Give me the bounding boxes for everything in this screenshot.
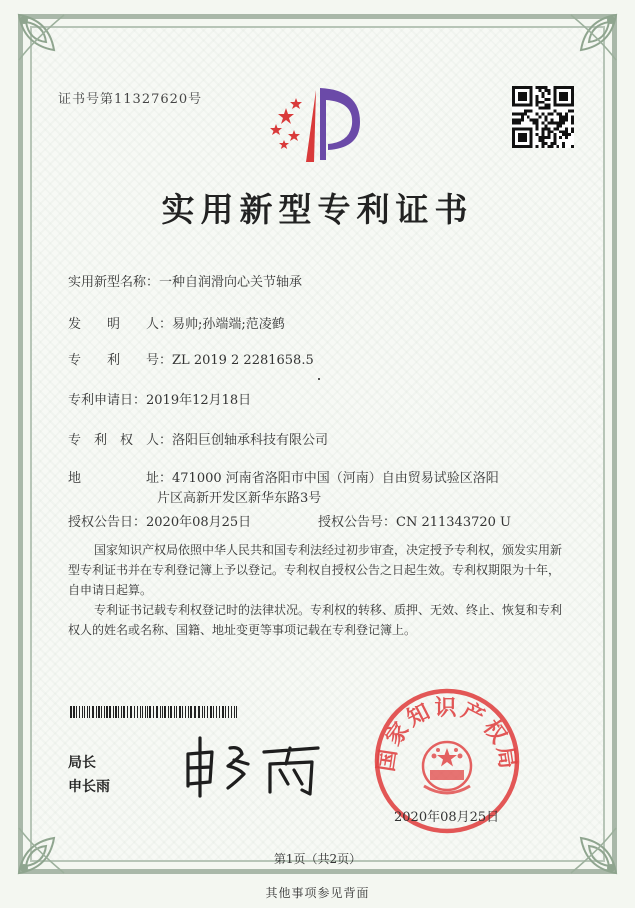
address-row xyxy=(68,467,499,486)
patentee-label: 专 利 权 人： xyxy=(68,433,173,448)
qr-code xyxy=(512,86,574,148)
filing-date-label: 专利申请日： xyxy=(68,393,147,408)
address-line1: 471000 河南省洛阳市中国（河南）自由贸易试验区洛阳 xyxy=(172,471,499,486)
corner-ornament-icon xyxy=(551,808,621,878)
utility-name-label: 实用新型名称： xyxy=(68,275,160,290)
director-name: 申长雨 xyxy=(68,779,110,795)
announce-date-label: 授权公告日： xyxy=(68,515,147,530)
filing-date-row xyxy=(68,389,251,408)
patent-number-row xyxy=(68,349,314,368)
address-line2: 片区高新开发区新华东路3号 xyxy=(157,491,322,506)
utility-name-row xyxy=(68,271,302,290)
patent-number-label: 专 利 号： xyxy=(68,353,173,368)
announce-date-row xyxy=(68,511,251,530)
certificate-title: 实用新型专利证书 xyxy=(161,190,474,229)
corner-ornament-icon xyxy=(551,10,621,80)
announce-number-value: CN 211343720 U xyxy=(396,515,511,530)
inventors-label: 发 明 人： xyxy=(68,317,173,332)
address-label: 地 址： xyxy=(68,471,173,486)
legal-status-paragraph: 专利证书记载专利权登记时的法律状况。专利权的转移、质押、无效、终止、恢复和专利权人的姓名或名称、国籍、地址变更等事项记载在专利登记簿上。 xyxy=(68,603,563,637)
address-row-2 xyxy=(157,487,321,506)
filing-date-value: 2019年12月18日 xyxy=(146,393,252,408)
corner-ornament-icon xyxy=(14,808,84,878)
corner-ornament-icon xyxy=(14,10,84,80)
patent-number-value: ZL 2019 2 2281658.5 xyxy=(172,353,314,368)
stray-dot xyxy=(318,378,320,380)
patentee-row xyxy=(68,429,328,448)
barcode xyxy=(70,703,238,715)
patentee-value: 洛阳巨创轴承科技有限公司 xyxy=(172,433,329,448)
handwritten-signature-icon xyxy=(178,730,328,800)
certificate-number: 证书号第11327620号 xyxy=(58,92,203,107)
grant-paragraph: 国家知识产权局依照中华人民共和国专利法经过初步审查，决定授予专利权，颁发实用新型专利证书并在专利登记簿上予以登记。专利权自授权公告之日起生效。专利权期限为十年，自申请日起算。 xyxy=(68,543,563,597)
seal-date: 2020年08月25日 xyxy=(394,810,500,825)
patent-office-logo-icon xyxy=(262,78,372,168)
utility-name-value: 一种自润滑向心关节轴承 xyxy=(159,275,303,290)
announce-number-row xyxy=(318,511,511,530)
seal-text: 国家知识产权局 xyxy=(373,696,521,774)
inventors-value: 易帅;孙端端;范凌鹤 xyxy=(172,317,285,332)
director-title: 局长 xyxy=(68,755,96,771)
page-number: 第1页（共2页） xyxy=(273,852,362,866)
footer-note: 其他事项参见背面 xyxy=(265,886,370,900)
announce-date-value: 2020年08月25日 xyxy=(146,515,252,530)
announce-number-label: 授权公告号： xyxy=(318,515,397,530)
inventors-row xyxy=(68,313,285,332)
